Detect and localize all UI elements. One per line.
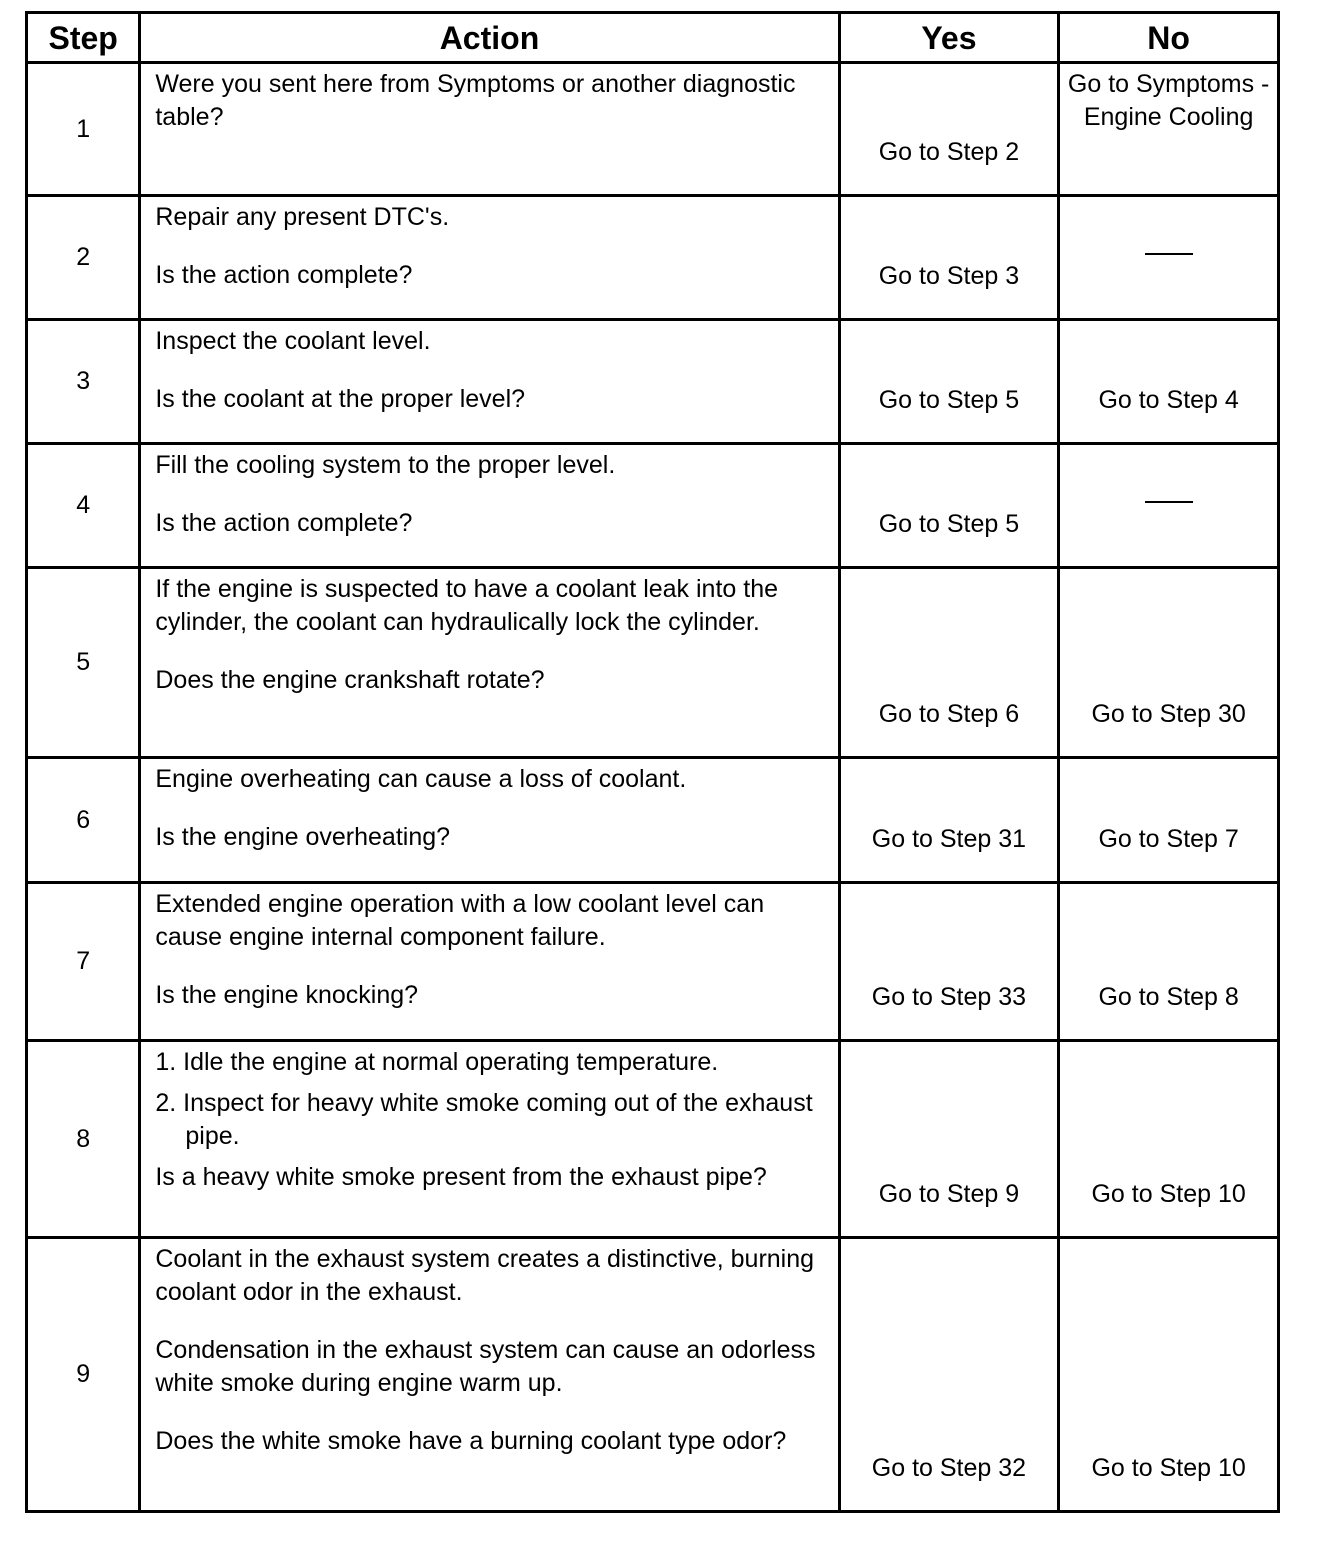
action-question: Is the engine knocking?	[155, 981, 419, 1009]
yes-result: Go to Step 5	[839, 320, 1059, 444]
table-row	[27, 758, 1279, 883]
action-text: Condensation in the exhaust system can cause an odorless white smoke during engine warm up.	[155, 1336, 816, 1397]
table-row	[27, 1041, 1279, 1238]
header-step: Step	[27, 13, 140, 63]
header-row	[27, 13, 1279, 63]
no-result: Go to Step 10	[1059, 1041, 1279, 1238]
step-number: 6	[27, 758, 140, 883]
yes-result: Go to Step 32	[839, 1238, 1059, 1512]
action-step-1: 1. Idle the engine at normal operating temperature.	[155, 1048, 719, 1076]
action-cell	[140, 758, 839, 883]
action-cell	[140, 883, 839, 1041]
header-action: Action	[140, 13, 839, 63]
table-row	[27, 568, 1279, 758]
table-row	[27, 63, 1279, 196]
no-result: Go to Step 4	[1059, 320, 1279, 444]
table-row	[27, 196, 1279, 320]
step-number: 7	[27, 883, 140, 1041]
yes-result: Go to Step 33	[839, 883, 1059, 1041]
step-number: 5	[27, 568, 140, 758]
action-question: Is the action complete?	[155, 509, 413, 537]
action-question: Is the coolant at the proper level?	[155, 385, 526, 413]
yes-result: Go to Step 2	[839, 63, 1059, 196]
action-text: Repair any present DTC's.	[155, 203, 450, 231]
header-no: No	[1059, 13, 1279, 63]
header-yes: Yes	[839, 13, 1059, 63]
table-row	[27, 320, 1279, 444]
table-row	[27, 883, 1279, 1041]
no-result: Go to Step 30	[1059, 568, 1279, 758]
action-text: Engine overheating can cause a loss of coolant.	[155, 765, 687, 793]
action-cell	[140, 63, 839, 196]
action-cell	[140, 444, 839, 568]
yes-result: Go to Step 6	[839, 568, 1059, 758]
no-result	[1059, 196, 1279, 320]
action-question: Is the engine overheating?	[155, 823, 451, 851]
action-cell	[140, 1041, 839, 1238]
no-result	[1059, 444, 1279, 568]
action-text: Fill the cooling system to the proper level.	[155, 451, 616, 479]
diagnostic-table	[25, 11, 1280, 1513]
no-result: Go to Step 7	[1059, 758, 1279, 883]
action-question: Is a heavy white smoke present from the exhaust pipe?	[155, 1163, 767, 1191]
dash-mark	[1145, 501, 1193, 503]
yes-result: Go to Step 5	[839, 444, 1059, 568]
table-row	[27, 444, 1279, 568]
dash-mark	[1145, 253, 1193, 255]
action-cell	[140, 568, 839, 758]
yes-result: Go to Step 9	[839, 1041, 1059, 1238]
no-result: Go to Symptoms - Engine Cooling	[1059, 63, 1279, 196]
action-cell	[140, 1238, 839, 1512]
step-number: 1	[27, 63, 140, 196]
action-text: Coolant in the exhaust system creates a distinctive, burning coolant odor in the exhaust.	[155, 1245, 815, 1306]
action-cell	[140, 320, 839, 444]
action-question: Is the action complete?	[155, 261, 413, 289]
action-question: Does the engine crankshaft rotate?	[155, 666, 545, 694]
action-text: Were you sent here from Symptoms or another diagnostic table?	[155, 70, 796, 131]
no-result: Go to Step 8	[1059, 883, 1279, 1041]
yes-result: Go to Step 31	[839, 758, 1059, 883]
step-number: 9	[27, 1238, 140, 1512]
step-number: 2	[27, 196, 140, 320]
table-row	[27, 1238, 1279, 1512]
action-question: Does the white smoke have a burning coolant type odor?	[155, 1427, 787, 1455]
step-number: 3	[27, 320, 140, 444]
step-number: 4	[27, 444, 140, 568]
action-text: Inspect the coolant level.	[155, 327, 431, 355]
action-text: Extended engine operation with a low coolant level can cause engine internal component failure.	[155, 890, 765, 951]
action-cell	[140, 196, 839, 320]
step-number: 8	[27, 1041, 140, 1238]
yes-result: Go to Step 3	[839, 196, 1059, 320]
no-result: Go to Step 10	[1059, 1238, 1279, 1512]
action-text: If the engine is suspected to have a coolant leak into the cylinder, the coolant can hydraulically lock the cylinder.	[155, 575, 779, 636]
action-step-2: 2. Inspect for heavy white smoke coming out of the exhaust pipe.	[155, 1089, 813, 1150]
